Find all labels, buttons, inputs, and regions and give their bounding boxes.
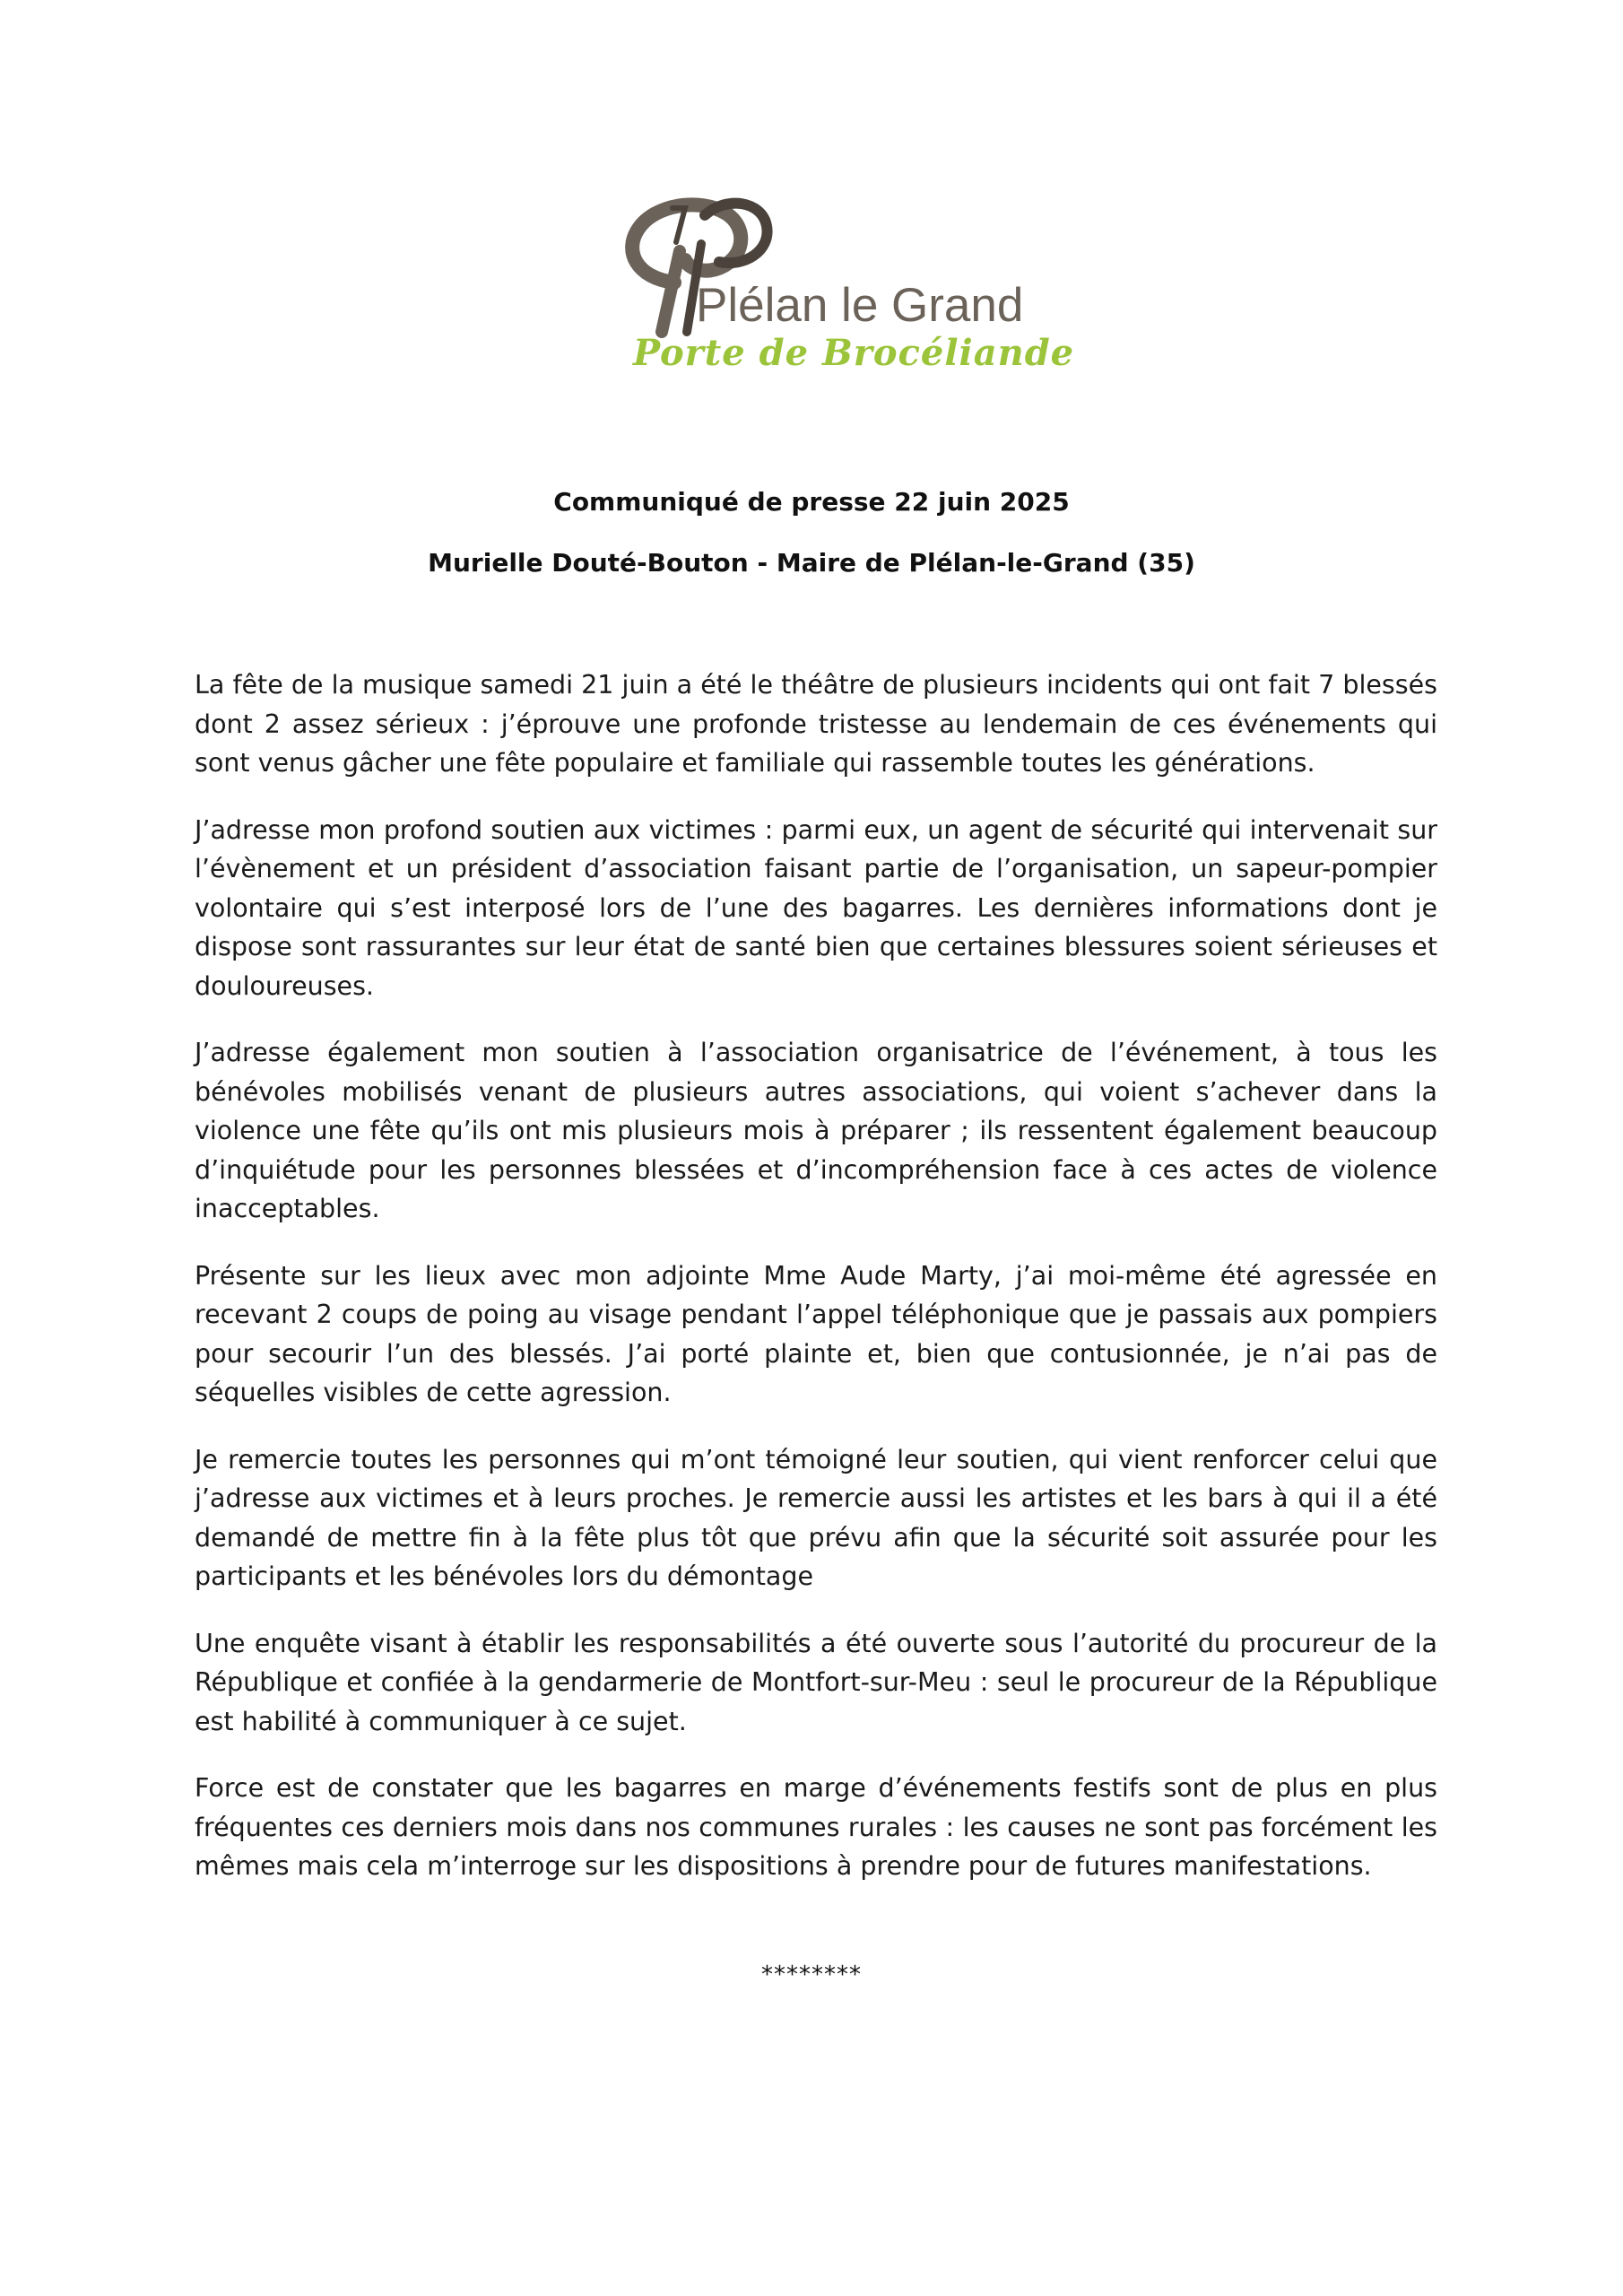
paragraph: La fête de la musique samedi 21 juin a été le théâtre de plusieurs incidents qui ont fait 7 blessés dont 2 assez sérieux : j’éprouve une profonde tristesse au lendemain de ces événements qui sont venus gâcher une fête populaire et familiale qui rassemble toutes les générations.	[195, 670, 1437, 778]
town-logo	[619, 188, 1075, 386]
logo-tagline: Porte de Brocéliande	[633, 332, 1075, 374]
press-release-body	[195, 665, 1437, 1914]
press-release-author: Murielle Douté-Bouton - Maire de Plélan-le-Grand (35)	[428, 548, 1195, 578]
paragraph: J’adresse également mon soutien à l’association organisatrice de l’événement, à tous les bénévoles mobilisés venant de plusieurs autres associations, qui voient s’achever dans la violence une fête qu’ils ont mis plusieurs mois à préparer ; ils ressentent également beaucoup d’inquiétude pour les personnes blessées et d’incompréhension face à ces actes de violence inacceptables.	[195, 1038, 1437, 1223]
paragraph: Je remercie toutes les personnes qui m’ont témoigné leur soutien, qui vient renforcer celui que j’adresse aux victimes et à leurs proches. Je remercie aussi les artistes et les bars à qui il a été demandé de mettre fin à la fête plus tôt que prévu afin que la sécurité soit assurée pour les participants et les bénévoles lors du démontage	[195, 1444, 1437, 1591]
press-release-title: Communiqué de presse 22 juin 2025	[553, 487, 1070, 517]
logo-town-name: Plélan le Grand	[696, 279, 1024, 332]
closing-separator: ********	[761, 1961, 862, 1988]
paragraph: Force est de constater que les bagarres en marge d’événements festifs sont de plus en plus fréquentes ces derniers mois dans nos communes rurales : les causes ne sont pas forcément les mêmes mais cela m’interroge sur les dispositions à prendre pour de futures manifestations.	[195, 1773, 1437, 1881]
paragraph: Présente sur les lieux avec mon adjointe Mme Aude Marty, j’ai moi-même été agressée en recevant 2 coups de poing au visage pendant l’appel téléphonique que je passais aux pompiers pour secourir l’un des blessés. J’ai porté plainte et, bien que contusionnée, je n’ai pas de séquelles visibles de cette agression.	[195, 1260, 1437, 1407]
paragraph: J’adresse mon profond soutien aux victimes : parmi eux, un agent de sécurité qui intervenait sur l’évènement et un président d’association faisant partie de l’organisation, un sapeur-pompier volontaire qui s’est interposé lors de l’une des bagarres. Les dernières informations dont je dispose sont rassurantes sur leur état de santé bien que certaines blessures soient sérieuses et douloureuses.	[195, 814, 1437, 1001]
paragraph: Une enquête visant à établir les responsabilités a été ouverte sous l’autorité du procureur de la République et confiée à la gendarmerie de Montfort-sur-Meu : seul le procureur de la République est habilité à communiquer à ce sujet.	[195, 1628, 1437, 1736]
